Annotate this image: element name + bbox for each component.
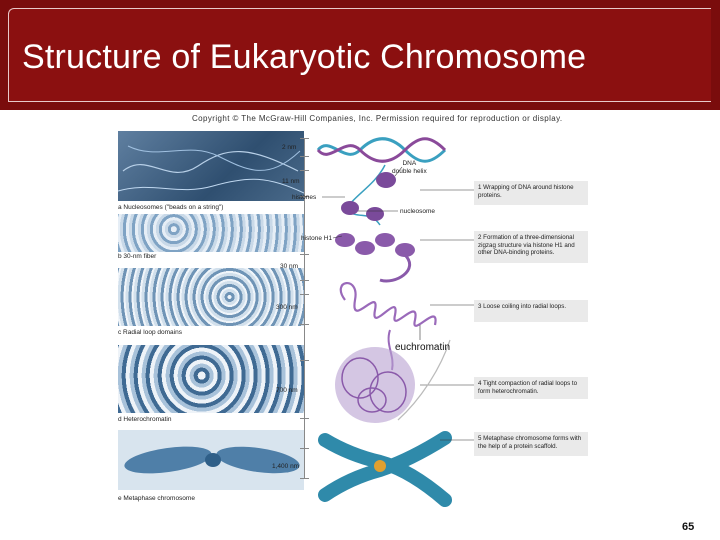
scale-300nm: 300 nm <box>276 304 298 311</box>
zigzag-fiber <box>335 233 415 281</box>
step-4: 4 Tight compaction of radial loops to form heterochromatin. <box>474 377 588 399</box>
scale-1400nm: 1,400 nm <box>272 463 300 470</box>
slide-title: Structure of Eukaryotic Chromosome <box>22 38 587 76</box>
scale-11nm: 11 nm <box>282 178 300 185</box>
caption-e: e Metaphase chromosome <box>118 495 195 502</box>
label-euchromatin: euchromatin <box>395 342 451 353</box>
dna-double-helix <box>318 139 445 162</box>
step-5: 5 Metaphase chromosome forms with the help of a protein scaffold. <box>474 432 588 456</box>
caption-a: a Nucleosomes ("beads on a string") <box>118 204 224 211</box>
copyright-notice: Copyright © The McGraw-Hill Companies, Inc. Permission required for reproduction or display. <box>192 114 563 123</box>
metaphase-chromosome <box>325 438 445 500</box>
label-nucleosome: nucleosome <box>400 208 436 215</box>
step-3: 3 Loose coiling into radial loops. <box>474 300 588 322</box>
caption-d: d Heterochromatin <box>118 416 172 423</box>
page-number: 65 <box>682 521 695 533</box>
scale-30nm: 30 nm <box>280 263 299 270</box>
caption-b: b 30-nm fiber <box>118 253 157 260</box>
step-1: 1 Wrapping of DNA around histone proteins. <box>474 181 588 205</box>
scale-700nm: 700 nm <box>276 387 298 394</box>
heterochromatin-coil <box>335 347 415 423</box>
scale-2nm: 2 nm <box>282 144 297 151</box>
label-histone-h1: histone H1 <box>301 235 333 242</box>
label-histones: histones <box>292 194 317 201</box>
nucleosome-string <box>341 165 396 225</box>
caption-c: c Radial loop domains <box>118 329 182 336</box>
step-2: 2 Formation of a three-dimensional zigzag structure via histone H1 and other DNA-binding proteins. <box>474 231 588 263</box>
label-dna-double-helix: DNA double helix <box>392 160 427 175</box>
